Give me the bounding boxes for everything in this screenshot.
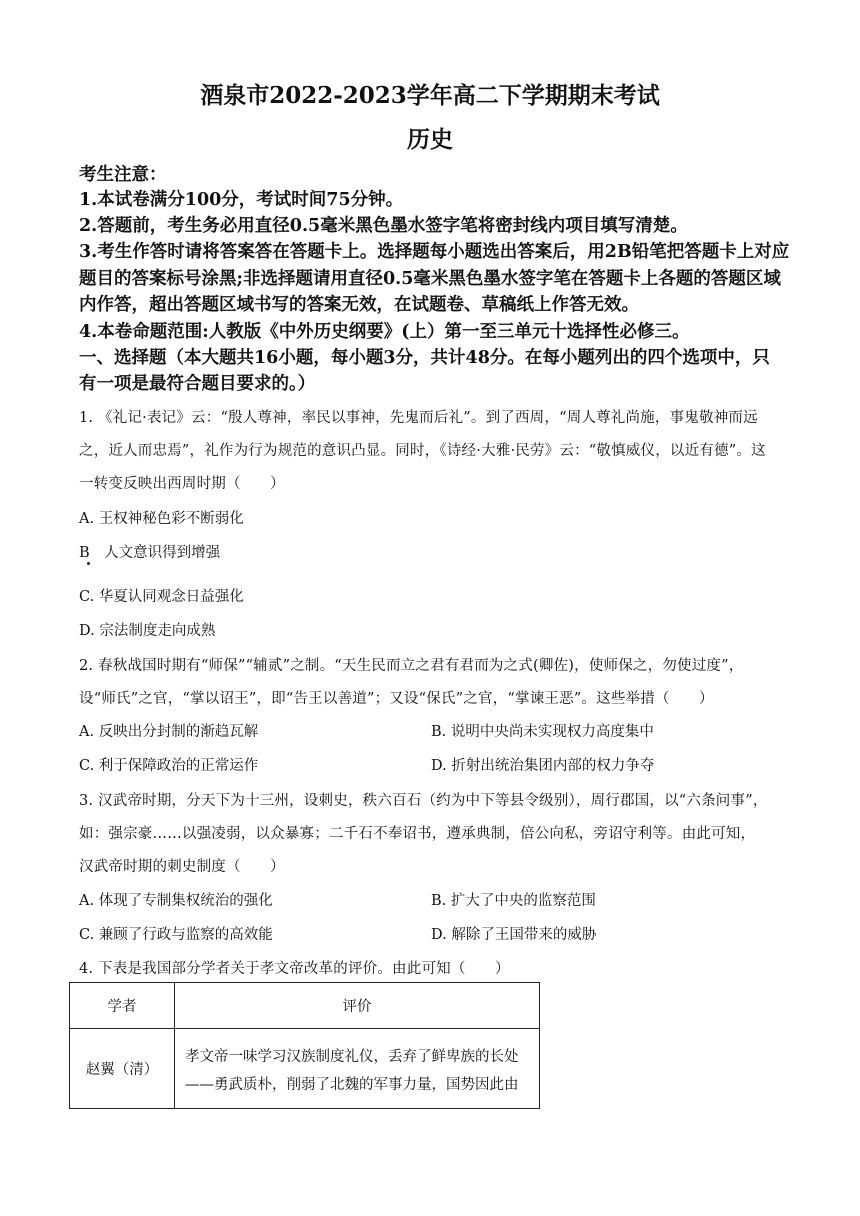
notice-heading: 考生注意：: [79, 165, 167, 185]
notice-item-4: 4.本卷命题范围:人教版《中外历史纲要》(上）第一至三单元十选择性必修三。: [79, 322, 690, 342]
q1-stem-line-3: 一转变反映出西周时期（ ）: [79, 476, 285, 492]
q2-option-c: C. 利于保障政治的正常运作: [79, 758, 259, 774]
subject-title: 历史: [407, 126, 453, 153]
option-dot-mark: [87, 562, 90, 565]
notice-item-2: 2.答题前，考生务必用直径0.5毫米黑色墨水签字笔将密封线内项目填写清楚。: [79, 216, 688, 236]
q3-option-a: A. 体现了专制集权统治的强化: [79, 893, 273, 909]
exam-title: 酒泉市2022-2023学年高二下学期期末考试: [200, 82, 660, 109]
q2-stem-line-2: 设“师氏”之官，“掌以诏王”，即“告王以善道”；又设“保氏”之官，“掌谏王恶”。这些举措（ ）: [79, 691, 714, 707]
section-heading-line-1: 一、选择题（本大题共16小题，每小题3分，共计48分。在每小题列出的四个选项中，只: [79, 348, 770, 368]
q3-option-d: D. 解除了王国带来的威胁: [431, 927, 597, 943]
q2-option-a: A. 反映出分封制的渐趋瓦解: [79, 724, 259, 740]
evaluation-line-1: 孝文帝一味学习汉族制度礼仪，丢弃了鲜卑族的长处: [185, 1048, 519, 1065]
section-heading-line-2: 有一项是最符合题目要求的。）: [79, 374, 316, 394]
table-header-evaluation: 评价: [175, 983, 540, 1029]
q4-stem: 4. 下表是我国部分学者关于孝文帝改革的评价。由此可知（ ）: [79, 961, 510, 977]
q3-stem-line-2: 如：强宗豪……以强凌弱，以众暴寡；二千石不奉诏书，遵承典制，倍公向私，旁诏守利等。由此可知，: [79, 826, 756, 842]
evaluation-line-2: ——勇武质朴，削弱了北魏的军事力量，国势因此由: [185, 1076, 519, 1093]
q3-stem-line-1: 3. 汉武帝时期，分天下为十三州，设刺史，秩六百石（约为中下等县令级别），周行郡国，以“六条问事”，: [79, 793, 768, 809]
table-cell-evaluation: [175, 1029, 540, 1109]
q2-stem-line-1: 2. 春秋战国时期有“师保”“辅贰”之制。“天生民而立之君有君而为之式(卿佐)，使师保之，勿使过度”，: [79, 658, 744, 674]
notice-item-3-line-1: 3.考生作答时请将答案答在答题卡上。选择题每小题选出答案后，用2B铅笔把答题卡上对应: [79, 242, 790, 262]
table-cell-scholar: 赵翼（清）: [70, 1029, 175, 1109]
q1-option-d: D. 宗法制度走向成熟: [79, 623, 216, 639]
q1-option-c: C. 华夏认同观念日益强化: [79, 589, 244, 605]
evaluation-table: [69, 982, 540, 1109]
notice-item-3-line-2: 题目的答案标号涂黑;非选择题请用直径0.5毫米黑色墨水签字笔在答题卡上各题的答题区域: [79, 269, 781, 289]
table-header-row: [70, 983, 540, 1029]
notice-item-3-line-3: 内作答，超出答题区域书写的答案无效，在试题卷、草稿纸上作答无效。: [79, 295, 639, 315]
q1-stem-line-1: 1. 《礼记·表记》云：“殷人尊神，率民以事神，先鬼而后礼”。到了西周，“周人尊礼尚施，事鬼敬神而远: [79, 410, 758, 426]
notice-item-1: 1.本试卷满分100分，考试时间75分钟。: [79, 190, 404, 210]
q2-option-d: D. 折射出统治集团内部的权力争夺: [431, 758, 655, 774]
table-header-scholar: 学者: [70, 983, 175, 1029]
q3-option-b: B. 扩大了中央的监察范围: [431, 893, 596, 909]
q3-option-c: C. 兼顾了行政与监察的高效能: [79, 927, 273, 943]
q2-option-b: B. 说明中央尚未实现权力高度集中: [431, 724, 654, 740]
q1-stem-line-2: 之，近人而忠焉”，礼作为行为规范的意识凸显。同时，《诗经·大雅·民劳》云：“敬慎威仪，以近有德”。这: [79, 443, 766, 459]
q3-stem-line-3: 汉武帝时期的刺史制度（ ）: [79, 859, 285, 875]
q1-option-a: A. 王权神秘色彩不断弱化: [79, 511, 244, 527]
q1-option-b: B 人文意识得到增强: [79, 545, 221, 561]
table-row: [70, 1029, 540, 1109]
